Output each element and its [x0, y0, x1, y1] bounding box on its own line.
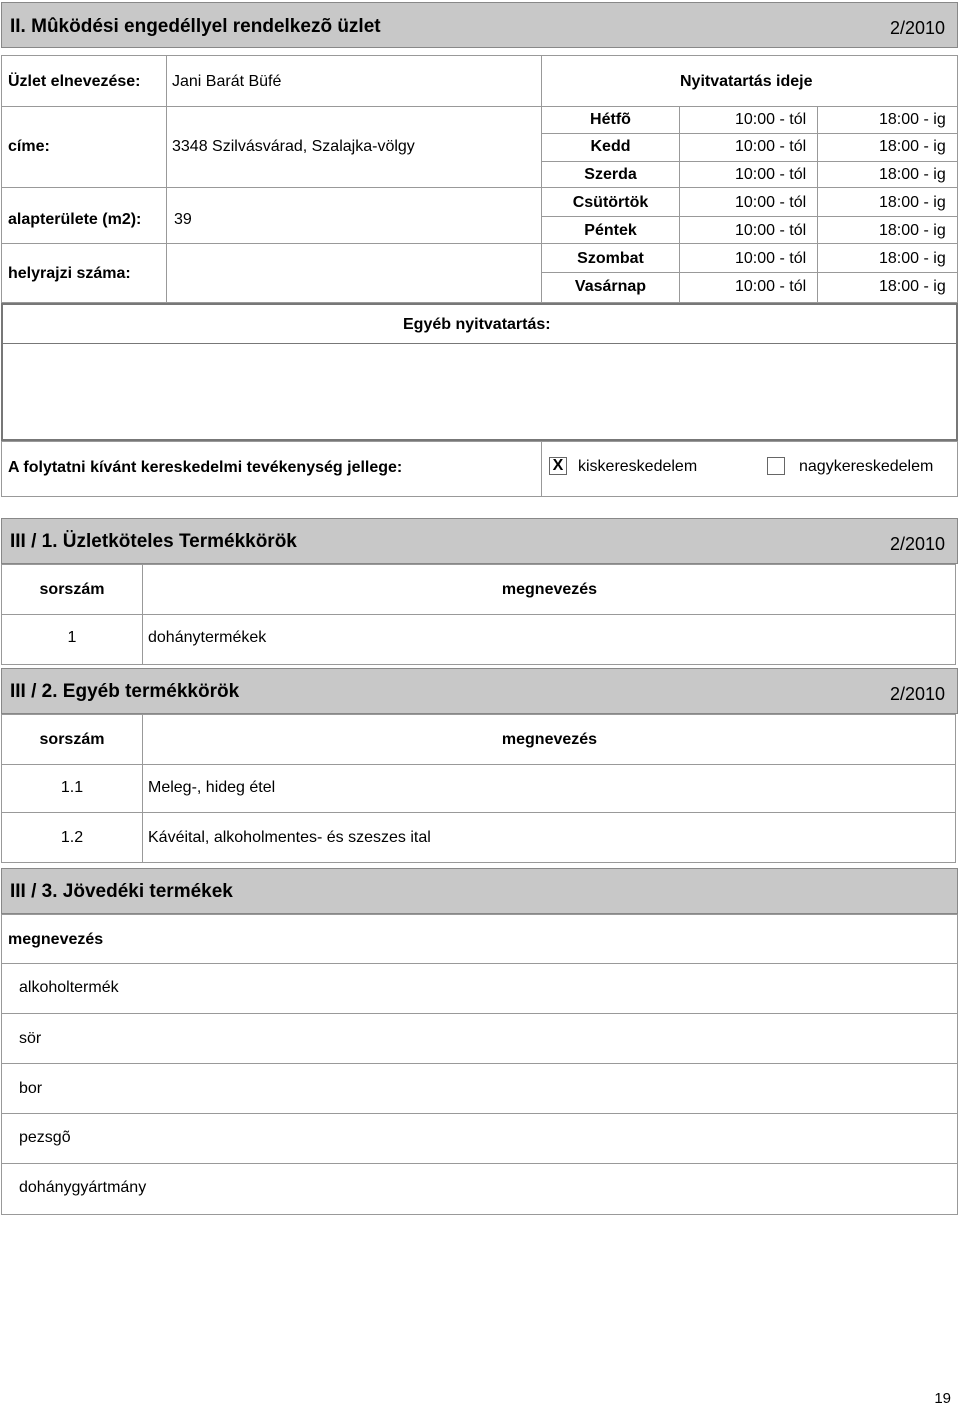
hours-to: 18:00 - ig [879, 222, 946, 239]
hours-to: 18:00 - ig [879, 138, 946, 155]
row-number: 1 [67, 629, 77, 646]
col-sorszam: sorszám [39, 731, 105, 748]
day-name: Kedd [590, 138, 631, 155]
address-label: címe: [8, 138, 50, 155]
shop-name-value: Jani Barát Büfé [172, 73, 282, 90]
excise-item: alkoholtermék [19, 979, 119, 996]
col-megnevezes: megnevezés [501, 731, 598, 748]
section-iii-2-table [1, 714, 956, 863]
area-label: alapterülete (m2): [8, 211, 142, 228]
activity-label: A folytatni kívánt kereskedelmi tevékenység jellege: [8, 459, 403, 476]
excise-item: bor [19, 1080, 43, 1097]
section-iii-2-year: 2/2010 [889, 684, 945, 704]
hours-from: 10:00 - tól [735, 194, 807, 211]
other-hours-block [1, 303, 958, 441]
hours-from: 10:00 - tól [735, 138, 807, 155]
row-number: 1.1 [60, 779, 84, 796]
hours-from: 10:00 - tól [735, 166, 807, 183]
hours-to: 18:00 - ig [879, 166, 946, 183]
section-ii-header [1, 2, 958, 48]
row-number: 1.2 [60, 829, 84, 846]
retail-checkbox[interactable]: X [549, 457, 567, 475]
section-iii-2-title: III / 2. Egyéb termékkörök [10, 681, 240, 702]
hours-to: 18:00 - ig [879, 194, 946, 211]
excise-item: sör [19, 1030, 42, 1047]
hours-from: 10:00 - tól [735, 250, 807, 267]
hours-from: 10:00 - tól [735, 278, 807, 295]
row-name: Kávéital, alkoholmentes- és szeszes ital [148, 829, 431, 846]
col-megnevezes: megnevezés [8, 931, 104, 948]
hours-header: Nyitvatartás ideje [680, 73, 813, 90]
address-value: 3348 Szilvásvárad, Szalajka-völgy [172, 138, 415, 155]
retail-label: kiskereskedelem [578, 458, 698, 475]
hours-to: 18:00 - ig [879, 250, 946, 267]
day-name: Szerda [584, 166, 637, 183]
row-name: Meleg-, hideg étel [148, 779, 276, 796]
hours-from: 10:00 - tól [735, 222, 807, 239]
section-iii-1-header [1, 518, 958, 564]
section-ii-year: 2/2010 [889, 18, 945, 38]
other-hours-label: Egyéb nyitvatartás: [403, 316, 551, 333]
excise-item: dohánygyártmány [19, 1179, 147, 1196]
section-iii-3-table [1, 914, 958, 1215]
page-number: 19 [934, 1390, 951, 1407]
hours-to: 18:00 - ig [879, 278, 946, 295]
row-name: dohánytermékek [148, 629, 267, 646]
section-iii-3-header [1, 868, 958, 914]
day-name: Péntek [584, 222, 637, 239]
excise-item: pezsgõ [19, 1129, 71, 1146]
day-name: Csütörtök [572, 194, 649, 211]
section-ii-title: II. Mûködési engedéllyel rendelkezõ üzlet [10, 16, 381, 37]
section-iii-1-year: 2/2010 [889, 534, 945, 554]
section-iii-1-title: III / 1. Üzletköteles Termékkörök [10, 531, 297, 552]
section-iii-2-header [1, 668, 958, 714]
wholesale-label: nagykereskedelem [799, 458, 934, 475]
activity-block [1, 441, 958, 497]
hours-from: 10:00 - tól [735, 111, 807, 128]
day-name: Vasárnap [574, 278, 647, 295]
section-iii-3-title: III / 3. Jövedéki termékek [10, 881, 233, 902]
area-value: 39 [174, 211, 192, 228]
shop-info-block [1, 55, 958, 303]
hours-to: 18:00 - ig [879, 111, 946, 128]
lot-label: helyrajzi száma: [8, 265, 131, 282]
shop-name-label: Üzlet elnevezése: [8, 73, 141, 90]
col-sorszam: sorszám [39, 581, 105, 598]
col-megnevezes: megnevezés [501, 581, 598, 598]
day-name: Szombat [577, 250, 644, 267]
day-name: Hétfõ [590, 111, 631, 128]
section-iii-1-table [1, 564, 956, 665]
wholesale-checkbox[interactable] [767, 457, 785, 475]
